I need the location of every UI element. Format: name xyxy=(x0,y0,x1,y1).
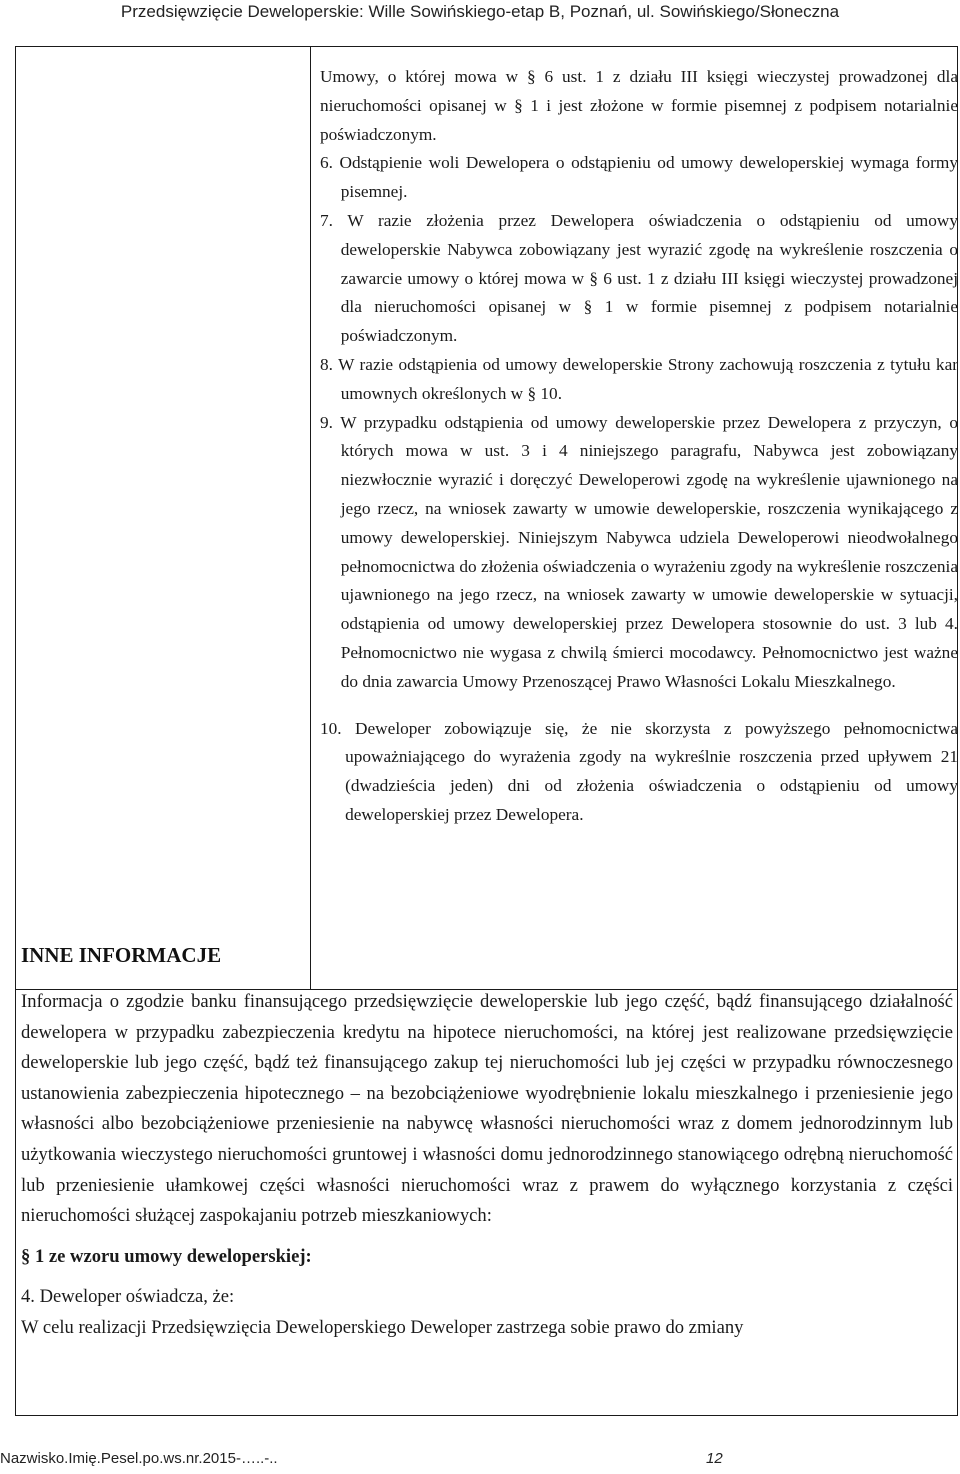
clause-5-continuation: Umowy, o której mowa w § 6 ust. 1 z działu III księgi wieczystej prowadzonej dla nieruchomości opisanej w § 1 i jest złożone w formie pisemnej z podpisem notarialnie poświadczonym. xyxy=(320,67,958,144)
clause-6: 6. Odstąpienie woli Dewelopera o odstąpieniu od umowy deweloperskiej wymaga formy pisemnej. xyxy=(320,153,958,202)
section-4-text: W celu realizacji Przedsięwzięcia Deweloperskiego Deweloper zastrzega sobie prawo do zmiany xyxy=(21,1316,744,1338)
form-table xyxy=(15,46,958,1416)
section-4-label: 4. Deweloper oświadcza, że: xyxy=(21,1286,235,1308)
page-header: Przedsięwzięcie Deweloperskie: Wille Sowińskiego-etap B, Poznań, ul. Sowińskiego/Słoneczna xyxy=(120,2,840,21)
bank-consent-paragraph: Informacja o zgodzie banku finansującego przedsięwzięcie deweloperskie lub jego część, bądź finansującego działalność dewelopera w przypadku zabezpieczenia kredytu na hipotece nieruchomości, na której jest realizowane przedsięwzięcie deweloperskie lub jego część, bądź też finansującego zakup tej nieruchomości lub jej części w przypadku równoczesnego ustanowienia zabezpieczenia hipotecznego – na bezobciążeniowe wyodrębnienie lokalu mieszkalnego i przeniesienie jego własności albo bezobciążeniowe przeniesienie na nabywcę własności nieruchomości wraz z domem jednorodzinnym lub użytkowania wieczystego nieruchomości gruntowej i własności domu jednorodzinnego stanowiącego odrębną nieruchomość lub przeniesienie ułamkowej części własności nieruchomości wraz z prawem do wyłącznego korzystania z części nieruchomości służącej zaspokajaniu potrzeb mieszkaniowych: xyxy=(21,991,953,1227)
column-divider xyxy=(310,47,311,989)
clause-7: 7. W razie złożenia przez Dewelopera oświadczenia o odstąpieniu od umowy deweloperskie Nabywca zobowiązany jest wyrazić zgodę na wykreślenie roszczenia o zawarcie umowy o której mowa w § 6 ust. 1 z działu III księgi wieczystej prowadzonej dla nieruchomości opisanej w § 1 w formie pisemnej z podpisem notarialnie poświadczonym. xyxy=(320,210,958,346)
clause-10: 10. Deweloper zobowiązuje się, że nie skorzysta z powyższego pełnomocnictwa upoważniającego do wyrażenia zgody na wykreślnie roszczenia przed upływem 21 (dwadzieścia jeden) dni od złożenia oświadczenia o odstąpieniu od umowy deweloperskiej przez Dewelopera. xyxy=(320,718,958,824)
withdrawal-clauses xyxy=(320,63,958,830)
footer-page-number: 12 xyxy=(706,1450,723,1467)
clause-9: 9. W przypadku odstąpienia od umowy deweloperskie przez Dewelopera z przyczyn, o których mowa w ust. 3 i 4 niniejszego paragrafu, Nabywca jest zobowiązany niezwłocznie wyrazić i doręczyć Deweloperowi zgodę na wykreślenie ujawnionego na jego rzecz, na wniosek zawarty w umowie deweloperskie, roszczenia wynikającego z umowy deweloperskiej. Niniejszym Nabywca udziela Deweloperowi nieodwołalnego pełnomocnictwa do złożenia oświadczenia o wyrażeniu zgody na wykreślenie roszczenia ujawnionego na jego rzecz, na wniosek zawarty w umowie deweloperskie w sytuacji, odstąpienia od umowy deweloperskiej przez Dewelopera stosownie do ust. 3 lub 4. Pełnomocnictwo nie wygasa z chwilą śmierci mocodawcy. Pełnomocnictwo jest ważne do dnia zawarcia Umowy Przenoszącej Prawo Własności Lokalu Mieszkalnego. xyxy=(320,412,958,691)
clause-8: 8. W razie odstąpienia od umowy deweloperskie Strony zachowują roszczenia z tytułu kar umownych określonych w § 10. xyxy=(320,354,958,403)
footer-document-id: Nazwisko.Imię.Pesel.po.ws.nr.2015-…..-.. xyxy=(0,1450,278,1467)
section-title-inne-informacje: INNE INFORMACJE xyxy=(21,943,222,967)
contract-template-heading: § 1 ze wzoru umowy deweloperskiej: xyxy=(21,1245,312,1267)
bank-consent-section xyxy=(21,987,953,1344)
